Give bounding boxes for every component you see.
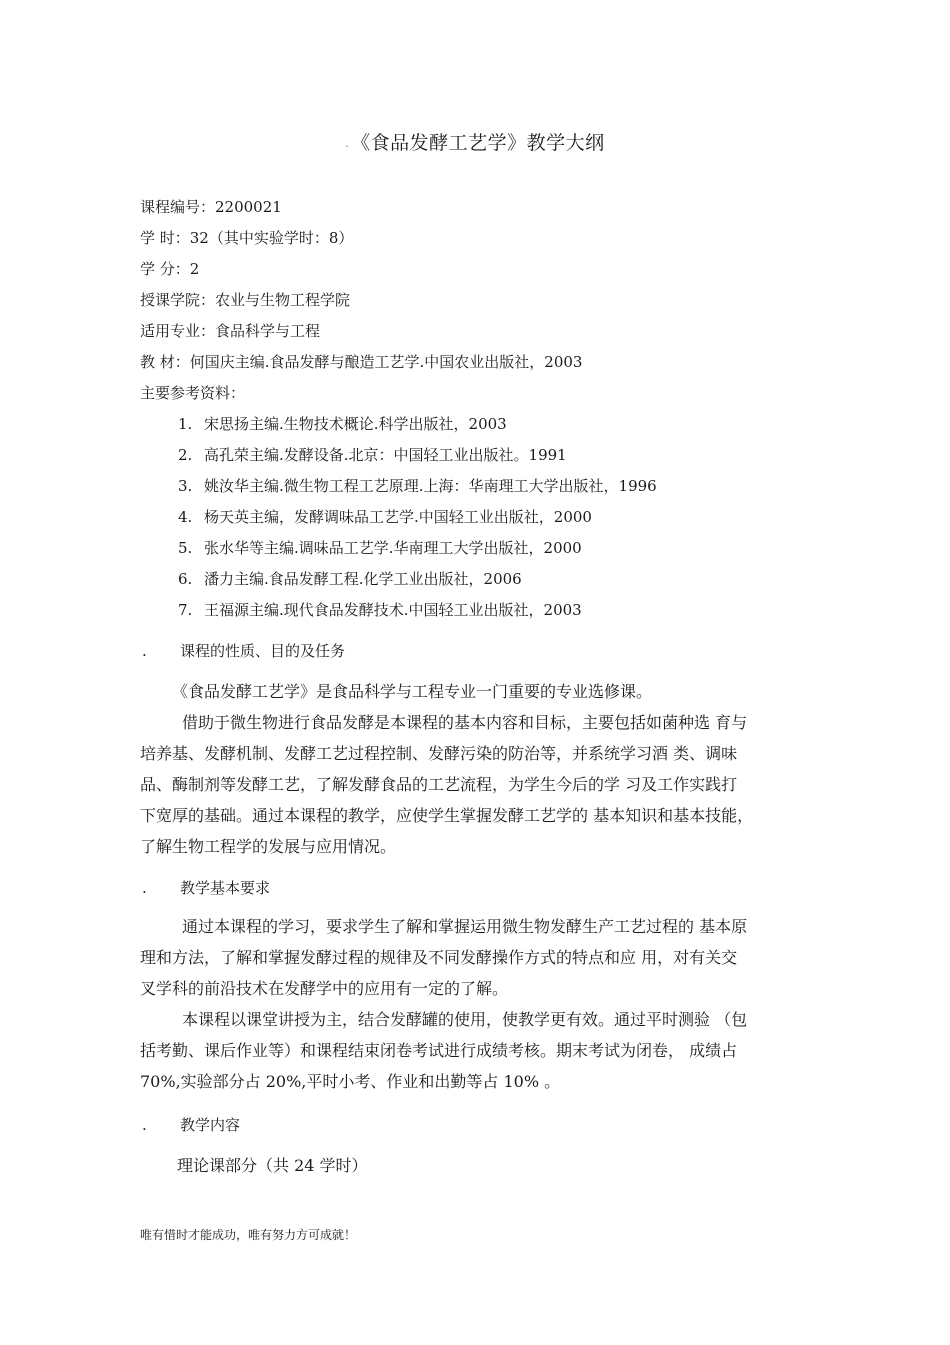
course-major: 适用专业：食品科学与工程 xyxy=(140,322,321,340)
paragraph-line: 理和方法，了解和掌握发酵过程的规律及不同发酵操作方式的特点和应 用，对有关交 xyxy=(140,948,738,967)
course-college: 授课学院：农业与生物工程学院 xyxy=(140,291,351,309)
theory-subheading: 理论课部分（共 24 学时） xyxy=(177,1156,368,1175)
section1-intro: 《食品发酵工艺学》是食品科学与工程专业一门重要的专业选修课。 xyxy=(172,682,653,701)
course-credits: 学 分：2 xyxy=(140,260,200,278)
reference-item: 4. 杨天英主编，发酵调味品工艺学.中国轻工业出版社，2000 xyxy=(178,508,592,526)
paragraph-line: 了解生物工程学的发展与应用情况。 xyxy=(140,837,397,856)
course-code: 课程编号：2200021 xyxy=(140,198,282,216)
course-textbook: 教 材：何国庆主编.食品发酵与酿造工艺学.中国农业出版社，2003 xyxy=(140,353,583,371)
paragraph-line: 品、酶制剂等发酵工艺，了解发酵食品的工艺流程，为学生今后的学 习及工作实践打 xyxy=(140,775,738,794)
reference-item: 5. 张水华等主编.调味品工艺学.华南理工大学出版社，2000 xyxy=(178,539,582,557)
page-footer: 唯有惜时才能成功，唯有努力方可成就！ xyxy=(140,1228,357,1242)
reference-item: 1. 宋思扬主编.生物技术概论.科学出版社，2003 xyxy=(178,415,507,433)
course-hours: 学 时：32（其中实验学时：8） xyxy=(140,229,354,247)
section-heading-nature: . 课程的性质、目的及任务 xyxy=(142,642,346,660)
paragraph-line: 叉学科的前沿技术在发酵学中的应用有一定的了解。 xyxy=(140,979,509,998)
title-mark: . xyxy=(345,138,350,150)
reference-item: 2. 高孔荣主编.发酵设备.北京：中国轻工业出版社。1991 xyxy=(178,446,567,464)
section-heading-requirements: . 教学基本要求 xyxy=(142,879,271,897)
paragraph-line: 借助于微生物进行食品发酵是本课程的基本内容和目标，主要包括如菌种选 育与 xyxy=(182,713,748,732)
paragraph-line: 本课程以课堂讲授为主，结合发酵罐的使用，使教学更有效。通过平时测验 （包 xyxy=(182,1010,748,1029)
document-title xyxy=(0,128,950,155)
reference-item: 6. 潘力主编.食品发酵工程.化学工业出版社，2006 xyxy=(178,570,522,588)
references-label: 主要参考资料： xyxy=(140,384,246,402)
reference-item: 7. 王福源主编.现代食品发酵技术.中国轻工业出版社，2003 xyxy=(178,601,582,619)
paragraph-line: 通过本课程的学习，要求学生了解和掌握运用微生物发酵生产工艺过程的 基本原 xyxy=(182,917,748,936)
section1-paragraphs xyxy=(140,676,816,862)
section-heading-content: . 教学内容 xyxy=(142,1116,241,1134)
paragraph-line: 下宽厚的基础。通过本课程的教学，应使学生掌握发酵工艺学的 基本知识和基本技能， xyxy=(140,806,754,825)
section2-paragraphs xyxy=(140,911,816,1097)
paragraph-line: 70%,实验部分占 20%,平时小考、作业和出勤等占 10% 。 xyxy=(140,1072,561,1091)
paragraph-line: 培养基、发酵机制、发酵工艺过程控制、发酵污染的防治等，并系统学习酒 类、调味 xyxy=(140,744,738,763)
reference-item: 3. 姚汝华主编.微生物工程工艺原理.上海：华南理工大学出版社，1996 xyxy=(178,477,657,495)
title-text: 《食品发酵工艺学》教学大纲 xyxy=(351,132,605,154)
paragraph-line: 括考勤、课后作业等）和课程结束闭卷考试进行成绩考核。期末考试为闭卷， 成绩占 xyxy=(140,1041,738,1060)
